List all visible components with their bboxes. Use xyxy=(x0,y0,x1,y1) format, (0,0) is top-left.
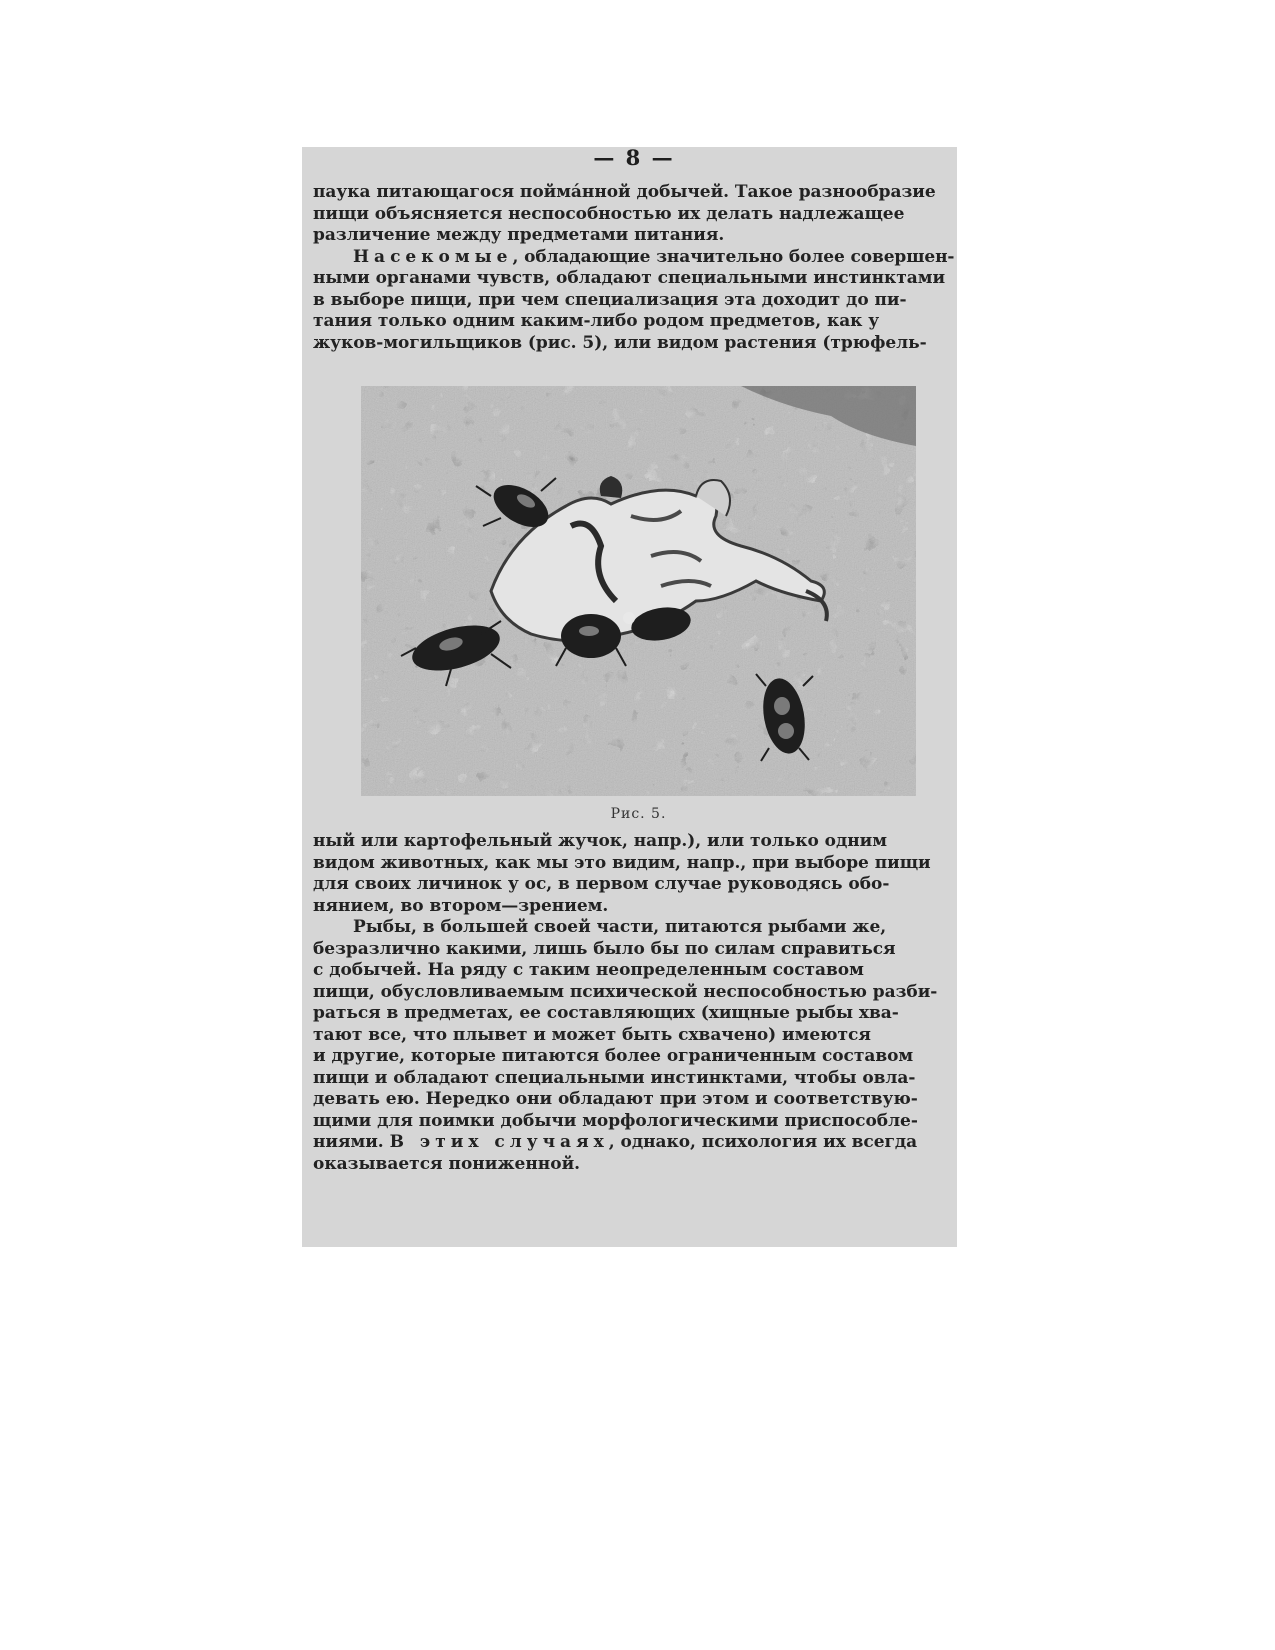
text-line: пищи объясняется неспособностью их делать надлежащее xyxy=(313,203,905,224)
paragraph-1 xyxy=(313,182,955,247)
figure-5 xyxy=(361,386,916,822)
text-line: различение между предметами питания. xyxy=(313,225,725,245)
text-fragment: ниями. xyxy=(313,1132,390,1152)
emphasized-phrase: В этих случаях xyxy=(389,1132,609,1152)
text-line: пищи и обладают специальными инстинктами, чтобы овла- xyxy=(313,1067,916,1088)
emphasized-word: Насекомые xyxy=(353,246,513,267)
text-line: ными органами чувств, обладают специальными инстинктами xyxy=(313,268,946,288)
paragraph-2 xyxy=(313,247,955,355)
text-line: тания только одним каким-либо родом предметов, как у xyxy=(313,311,880,331)
text-line xyxy=(313,1132,955,1154)
text-line: в выборе пищи, при чем специализация эта доходит до пи- xyxy=(313,289,907,310)
text-line: оказывается пониженной. xyxy=(313,1153,581,1174)
paragraph-3 xyxy=(313,831,955,917)
text-line xyxy=(313,247,955,269)
text-fragment: , однако, психология их всегда xyxy=(608,1132,918,1152)
text-line: пищи, обусловливаемым психической неспособностью разби- xyxy=(313,981,938,1002)
text-line: с добычей. На ряду с таким неопределенным составом xyxy=(313,960,864,980)
page-number: — 8 — xyxy=(593,145,675,170)
text-line: раться в предметах, ее составляющих (хищные рыбы хва- xyxy=(313,1003,899,1023)
text-line: безразлично какими, лишь было бы по силам справиться xyxy=(313,938,896,959)
text-line: и другие, которые питаются более ограниченным составом xyxy=(313,1046,914,1066)
text-line: нянием, во втором—зрением. xyxy=(313,895,609,916)
text-line: ный или картофельный жучок, напр.), или только одним xyxy=(313,831,887,851)
text-line: девать ею. Нередко они обладают при этом и соответствую- xyxy=(313,1089,918,1109)
figure-caption: Рис. 5. xyxy=(610,806,667,822)
paragraph-4 xyxy=(313,917,955,1175)
text-line: щими для поимки добычи морфологическими приспособле- xyxy=(313,1110,918,1131)
text-line: видом животных, как мы это видим, напр., при выборе пищи xyxy=(313,852,931,873)
text-line: для своих личинок у ос, в первом случае руководясь обо- xyxy=(313,874,890,894)
text-line: жуков-могильщиков (рис. 5), или видом растения (трюфель- xyxy=(313,332,927,353)
text-line: паука питающагося поймáнной добычей. Такое разнообразие xyxy=(313,182,936,202)
text-fragment: , обладающие значительно более совершен- xyxy=(512,246,955,267)
scanned-page xyxy=(302,147,957,1247)
text-line: тают все, что плывет и может быть схвачено) имеются xyxy=(313,1024,871,1045)
beetles-photo xyxy=(361,386,916,796)
text-line: Рыбы, в большей своей части, питаются рыбами же, xyxy=(353,917,887,937)
